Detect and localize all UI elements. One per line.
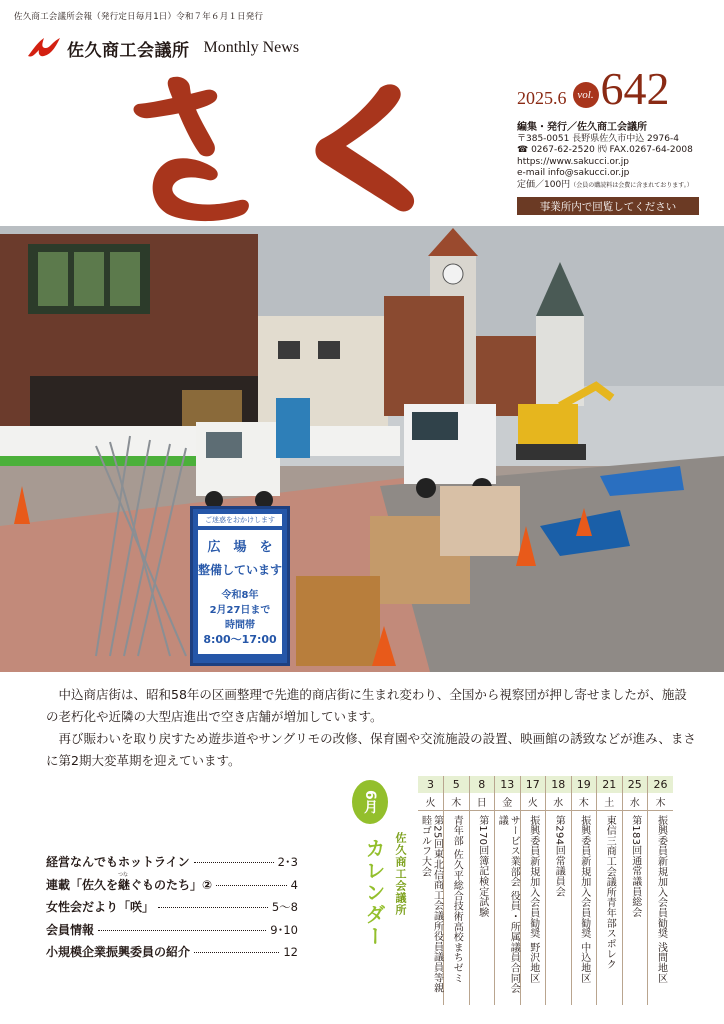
ruby-base: 継 — [118, 877, 131, 892]
intro-text — [46, 684, 696, 772]
sign-header: ご迷惑をおかけします — [198, 514, 282, 526]
construction-sign — [190, 506, 290, 666]
calendar-day: 5 — [444, 776, 470, 793]
toc-title: 女性会だより「咲」 — [46, 900, 155, 914]
sign-line6: 8:00〜17:00 — [203, 633, 277, 646]
calendar-day-row — [418, 776, 673, 793]
issue-info — [517, 63, 670, 114]
event-calendar — [418, 776, 673, 1005]
calendar-month-badge: 6月 — [352, 780, 388, 824]
calendar-day: 18 — [546, 776, 572, 793]
toc-item[interactable] — [46, 943, 298, 966]
toc-leader — [194, 862, 274, 863]
calendar-weekday: 木 — [571, 793, 597, 810]
toc-title: 会員情報 — [46, 922, 95, 937]
calendar-weekday: 木 — [648, 793, 674, 810]
masthead — [26, 34, 299, 62]
price-line — [517, 180, 693, 192]
title-saku — [110, 68, 450, 228]
sign-line3: 令和8年 — [221, 590, 259, 601]
sign-body — [198, 530, 282, 654]
publication-note: 佐久商工会議所会報（発行定日毎月1日）令和７年６月１日発行 — [14, 12, 264, 22]
toc-title-before: 連載「佐久を — [46, 877, 119, 892]
toc-page: 5〜8 — [271, 900, 298, 914]
toc-page: 4 — [290, 877, 298, 892]
toc-item[interactable] — [46, 898, 298, 921]
calendar-event: 振興委員新規加入会員勧奨 浅間地区 — [655, 814, 667, 983]
price: 定価／100円 — [517, 179, 571, 190]
toc-title: 経営なんでもホットライン — [46, 855, 190, 869]
calendar-org-label: 佐久商工会議所 — [394, 832, 407, 916]
address-line: 〒385-0051 長野県佐久市中込 2976-4 — [517, 133, 679, 144]
price-note: （会員の購読料は会費に含まれております。） — [570, 181, 693, 189]
sign-line2: 整備しています — [198, 563, 283, 577]
sign-line1: 広 場 を — [207, 540, 273, 555]
chamber-logo-icon — [26, 34, 62, 62]
calendar-weekday: 水 — [622, 793, 648, 810]
calendar-label: カレンダー — [362, 838, 386, 948]
toc-item[interactable] — [46, 921, 298, 944]
toc-leader — [98, 930, 266, 931]
calendar-event: 第183回通常議員総会 — [629, 814, 641, 917]
calendar-day: 21 — [597, 776, 623, 793]
toc-title: 小規模企業振興委員の紹介 — [46, 945, 191, 959]
website-link[interactable]: https://www.sakucci.or.jp — [517, 156, 629, 167]
toc-leader — [158, 907, 268, 908]
toc-item[interactable] — [46, 871, 298, 899]
toc-title — [46, 871, 213, 893]
cover-photo — [0, 226, 724, 672]
calendar-event: 第170回簿記検定試験 — [476, 814, 488, 917]
issue-number: 642 — [600, 63, 670, 114]
calendar-event: 第25回東北信商工会議所役員議員等親睦ゴルフ大会 — [419, 814, 443, 993]
toc-item[interactable] — [46, 853, 298, 876]
intro-paragraph-2: 再び賑わいを取り戻すため遊歩道やサングリモの改修、保育園や交流施設の設置、映画館の誘致などが進み、まさに第2期大変革期を迎えています。 — [46, 731, 696, 768]
construction-scene — [0, 226, 724, 672]
calendar-day: 8 — [469, 776, 495, 793]
phone-fax-line: ☎ 0267-62-2520 ㈹ FAX.0267-64-2008 — [517, 145, 693, 156]
colophon — [517, 122, 693, 192]
calendar-day: 26 — [648, 776, 674, 793]
table-of-contents — [46, 853, 298, 966]
calendar-event: 東信三商工会議所青年部スポレク — [604, 814, 616, 969]
toc-page: 9･10 — [270, 922, 298, 937]
ruby-reading: つな — [118, 871, 129, 878]
org-name: 佐久商工会議所 — [67, 40, 190, 61]
toc-leader — [216, 885, 286, 886]
sign-line4: 2月27日まで — [209, 605, 271, 616]
toc-leader — [194, 952, 279, 953]
calendar-weekday-row — [418, 793, 673, 810]
toc-page: 12 — [283, 945, 298, 959]
toc-title-ruby — [118, 871, 131, 892]
calendar-weekday: 木 — [444, 793, 470, 810]
calendar-event: 青年部 佐久平総合技術高校まちゼミ — [451, 814, 463, 983]
circulate-banner: 事業所内で回覧してください — [517, 197, 699, 215]
calendar-weekday: 土 — [597, 793, 623, 810]
calendar-day: 17 — [520, 776, 546, 793]
calendar-day: 19 — [571, 776, 597, 793]
toc-title-after: ぐものたち」② — [130, 877, 213, 892]
calendar-weekday: 火 — [520, 793, 546, 810]
email-link[interactable]: e-mail info@sakucci.or.jp — [517, 168, 630, 179]
calendar-event: サービス業部会 役員・所属議員合同会議 — [496, 814, 520, 994]
calendar-weekday: 水 — [546, 793, 572, 810]
toc-page: 2･3 — [277, 855, 298, 869]
calendar-event-row — [418, 810, 673, 1005]
calendar-event: 振興委員新規加入会員勧奨 野沢地区 — [527, 814, 539, 983]
issue-date: 2025.6 — [517, 88, 567, 108]
calendar-event: 第294回常議員会 — [553, 814, 565, 897]
vol-badge: vol. — [573, 82, 599, 108]
editor-line: 編集・発行／佐久商工会議所 — [517, 122, 647, 133]
calendar-event: 振興委員新規加入会員勧奨 中込地区 — [578, 814, 590, 983]
calendar-day: 13 — [495, 776, 521, 793]
calendar-weekday: 日 — [469, 793, 495, 810]
intro-paragraph-1: 中込商店街は、昭和58年の区画整理で先進的商店街に生まれ変わり、全国から視察団が押し寄せましたが、施設の老朽化や近隣の大型店進出で空き店舗が増加しています。 — [46, 687, 687, 724]
sign-line5: 時間帯 — [225, 620, 255, 631]
calendar-weekday: 火 — [418, 793, 444, 810]
calendar-weekday: 金 — [495, 793, 521, 810]
calendar-day: 25 — [622, 776, 648, 793]
calendar-day: 3 — [418, 776, 444, 793]
monthly-news-label: Monthly News — [203, 39, 300, 56]
